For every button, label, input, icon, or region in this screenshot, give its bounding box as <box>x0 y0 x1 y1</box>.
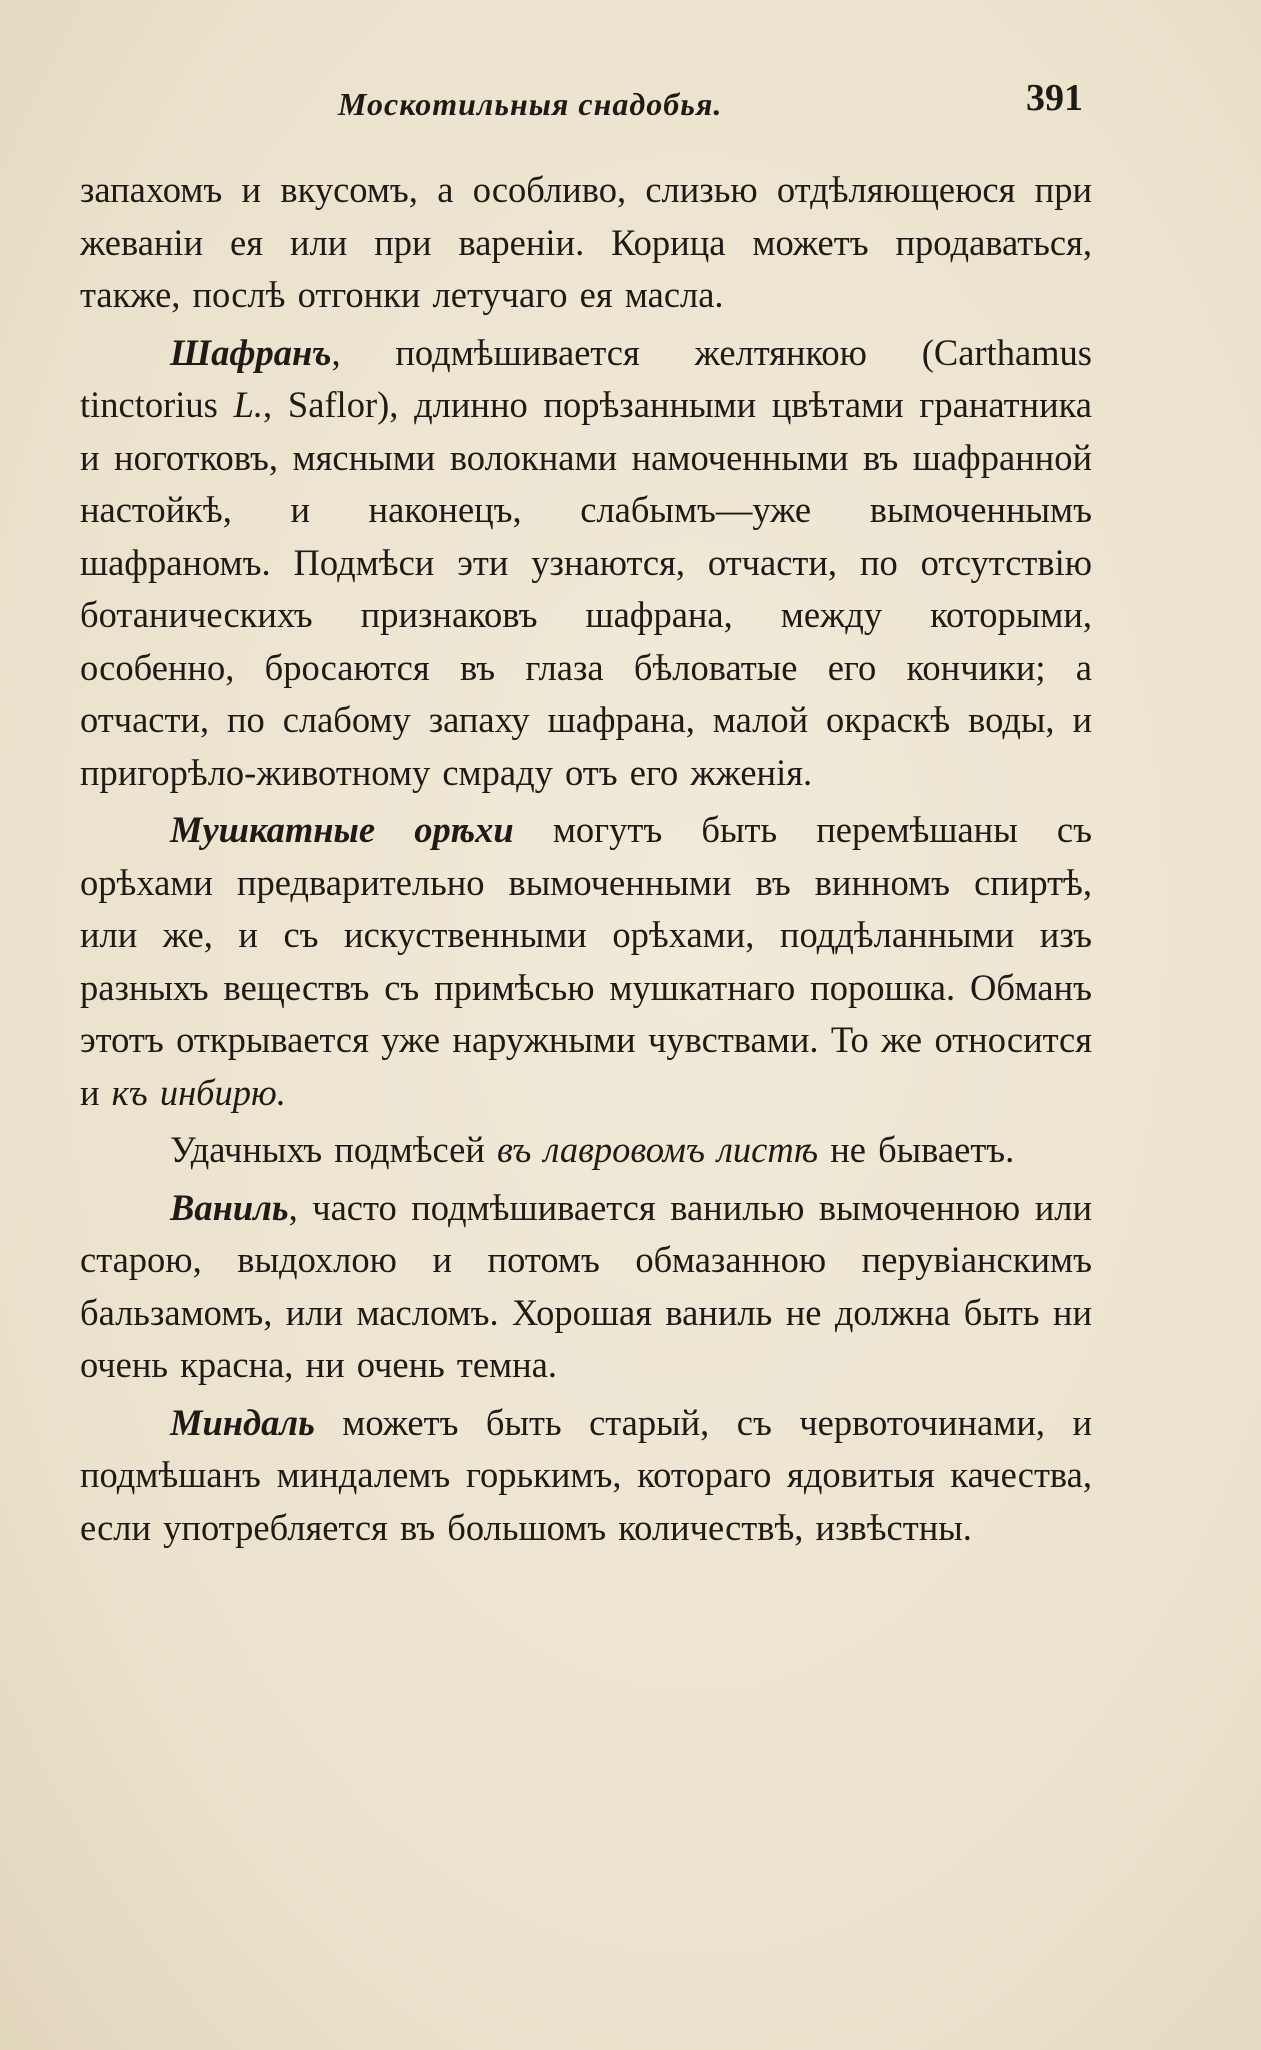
paragraph <box>80 1124 1092 1177</box>
paragraph-text: запахомъ и вкусомъ, а особливо, слизью отдѣляющеюся при жеванiи ея или при варенiи. Корица можетъ продаваться, также, послѣ отгонки летучаго ея масла. <box>80 169 1092 315</box>
paragraph-text: , подмѣшивается желтянкою (Carthamus tinctorius <box>80 331 1092 425</box>
running-head <box>0 76 1261 136</box>
paragraph-lead-term: Мушкатные орѣхи <box>170 809 514 850</box>
paragraph-lead-term: Шафранъ <box>170 331 332 373</box>
paragraph-text: не бываетъ. <box>818 1129 1015 1170</box>
paragraph-lead-term: Миндаль <box>170 1401 315 1443</box>
paragraph-lead-term: Ваниль <box>170 1186 289 1228</box>
paragraph-text: можетъ быть старый, съ червоточинами, и подмѣшанъ миндалемъ горькимъ, котораго ядовитыя качества, если употребляется въ большомъ количествѣ, извѣстны. <box>80 1401 1092 1548</box>
paragraph <box>80 804 1092 1119</box>
paragraph <box>80 327 1092 800</box>
paragraph-text: , Saflor), длинно порѣзанными цвѣтами гранатника и ноготковъ, мясными волокнами намоченными въ шафранной настойкѣ, и наконецъ, слабымъ—уже вымоченнымъ шафраномъ. Подмѣси эти узнаются, отчасти, по отсутствiю ботаническихъ признаковъ шафрана, между которыми, особенно, бросаются въ глаза бѣловатые его кончики; а отчасти, по слабому запаху шафрана, малой окраскѣ воды, и пригорѣло-животному смраду отъ его жженiя. <box>80 384 1093 793</box>
page-number: 391 <box>1026 77 1083 119</box>
italic-text: къ инбирю. <box>111 1071 286 1113</box>
running-title: Москотильныя снадобья. <box>338 86 723 122</box>
italic-text: въ лавровомъ листѣ <box>497 1129 819 1170</box>
paragraph-text: , часто подмѣшивается ванилью вымоченною или старою, выдохлою и потомъ обмазанною перувiанскимъ бальзамомъ, или масломъ. Хорошая ваниль не должна быть ни очень красна, ни очень темна. <box>80 1186 1092 1385</box>
italic-text: L. <box>233 384 264 425</box>
paragraph <box>80 1397 1092 1555</box>
paragraph-text: могутъ быть перемѣшаны съ орѣхами предварительно вымоченными въ винномъ спиртѣ, или же, и съ искуственными орѣхами, поддѣланными изъ разныхъ веществъ съ примѣсью мушкатнаго порошка. Обманъ этотъ открывается уже наружными чувствами. То же относится и <box>80 809 1092 1113</box>
paragraph <box>80 164 1092 322</box>
paragraph-text: Удачныхъ подмѣсей <box>170 1129 498 1170</box>
body-text <box>80 164 1092 1559</box>
paragraph <box>80 1182 1092 1392</box>
